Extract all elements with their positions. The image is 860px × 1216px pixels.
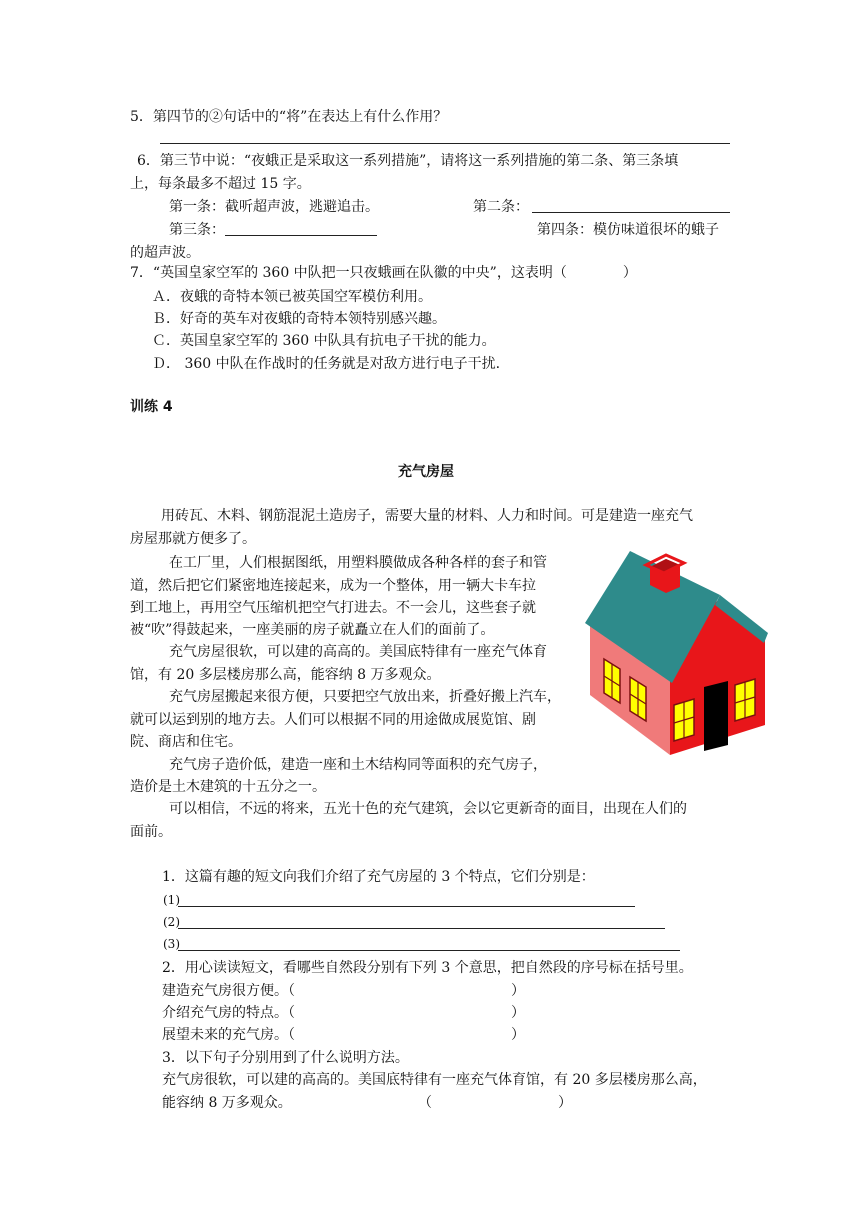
answer-line-q1-2[interactable] xyxy=(178,928,665,929)
q2-item-3: 展望未来的充气房。（ xyxy=(162,1027,295,1043)
article-line: 充气房屋搬起来很方便，只要把空气放出来，折叠好搬上汽车， xyxy=(169,689,561,705)
article-line: 充气房屋很软，可以建的高高的。美国底特律有一座充气体育 xyxy=(169,644,547,660)
article-line: 可以相信，不远的将来，五光十色的充气建筑，会以它更新奇的面目，出现在人们的 xyxy=(169,801,687,817)
section-label: 训练 4 xyxy=(130,399,173,415)
q2-item-1-close: ） xyxy=(511,983,525,999)
answer-line-q5[interactable] xyxy=(160,143,730,144)
q6-item-4: 第四条：模仿味道很坏的蛾子 xyxy=(537,222,719,238)
house-door xyxy=(704,681,728,751)
question-6-line1: 6．第三节中说：“夜蛾正是采取这一系列措施”，请将这一系列措施的第二条、第三条填 xyxy=(137,153,679,169)
q7-option-a[interactable]: Ａ．夜蛾的奇特本领已被英国空军模仿利用。 xyxy=(152,289,432,305)
question-1: 1．这篇有趣的短文向我们介绍了充气房屋的 3 个特点，它们分别是： xyxy=(162,869,595,885)
q2-item-2-close: ） xyxy=(511,1005,525,1021)
answer-line-q1-3[interactable] xyxy=(178,950,680,951)
q6-item-3-label: 第三条： xyxy=(169,222,225,238)
q3-paren-open[interactable]: （ xyxy=(418,1095,432,1111)
article-line: 就可以运到别的地方去。人们可以根据不同的用途做成展览馆、剧 xyxy=(130,712,536,728)
article-line: 造价是土木建筑的十五分之一。 xyxy=(130,779,326,795)
article-line: 到工地上，再用空气压缩机把空气打进去。不一会儿，这些套子就 xyxy=(130,600,536,616)
q7-option-b[interactable]: Ｂ．好奇的英车对夜蛾的奇特本领特别感兴趣。 xyxy=(152,311,446,327)
q6-item-2-label: 第二条： xyxy=(473,199,529,215)
q3-sentence-line2: 能容纳 8 万多观众。 xyxy=(162,1095,292,1111)
question-6-line2: 上，每条最多不超过 15 字。 xyxy=(130,176,311,192)
article-line: 道，然后把它们紧密地连接起来，成为一个整体，用一辆大卡车拉 xyxy=(130,578,536,594)
q7-option-d[interactable]: Ｄ． 360 中队在作战时的任务就是对敌方进行电子干扰. xyxy=(152,356,501,372)
q3-sentence-line1: 充气房很软，可以建的高高的。美国底特律有一座充气体育馆，有 20 多层楼房那么高， xyxy=(162,1072,707,1088)
article-line: 房屋那就方便多了。 xyxy=(130,531,256,547)
q2-item-2: 介绍充气房的特点。（ xyxy=(162,1005,295,1021)
q6-item-4-cont: 的超声波。 xyxy=(130,245,200,261)
answer-line-q6-item3[interactable] xyxy=(225,235,377,236)
article-line: 面前。 xyxy=(130,824,172,840)
q2-item-3-close: ） xyxy=(511,1027,525,1043)
article-line: 用砖瓦、木料、钢筋混泥土造房子，需要大量的材料、人力和时间。可是建造一座充气 xyxy=(161,508,693,524)
house-illustration xyxy=(582,545,772,760)
answer-line-q6-item2[interactable] xyxy=(532,212,730,213)
article-line: 院、商店和住宅。 xyxy=(130,734,242,750)
q3-paren-close: ） xyxy=(558,1095,572,1111)
q6-item-1: 第一条：截听超声波，逃避追击。 xyxy=(169,199,379,215)
question-3: 3．以下句子分别用到了什么说明方法。 xyxy=(162,1050,409,1066)
article-line: 在工厂里，人们根据图纸，用塑料膜做成各种各样的套子和管 xyxy=(169,555,547,571)
q1-item-2-label: (2) xyxy=(163,915,180,929)
q1-item-3-label: (3) xyxy=(163,937,180,951)
question-2: 2．用心读读短文，看哪些自然段分别有下列 3 个意思，把自然段的序号标在括号里。 xyxy=(162,960,693,976)
question-7: 7．“英国皇家空军的 360 中队把一只夜蛾画在队徽的中央”，这表明（ ） xyxy=(130,265,637,281)
article-line: 馆，有 20 多层楼房那么高，能容纳 8 万多观众。 xyxy=(130,667,441,683)
article-title: 充气房屋 xyxy=(398,464,454,480)
article-line: 充气房子造价低，建造一座和土木结构同等面积的充气房子， xyxy=(169,757,547,773)
q7-option-c[interactable]: Ｃ．英国皇家空军的 360 中队具有抗电子干扰的能力。 xyxy=(152,333,496,349)
q1-item-1-label: (1) xyxy=(163,893,180,907)
article-line: 被“吹”得鼓起来，一座美丽的房子就矗立在人们的面前了。 xyxy=(130,622,495,638)
q2-item-1: 建造充气房很方便。（ xyxy=(162,983,295,999)
answer-line-q1-1[interactable] xyxy=(178,906,635,907)
question-5: 5．第四节的②句话中的“将”在表达上有什么作用？ xyxy=(130,109,448,125)
